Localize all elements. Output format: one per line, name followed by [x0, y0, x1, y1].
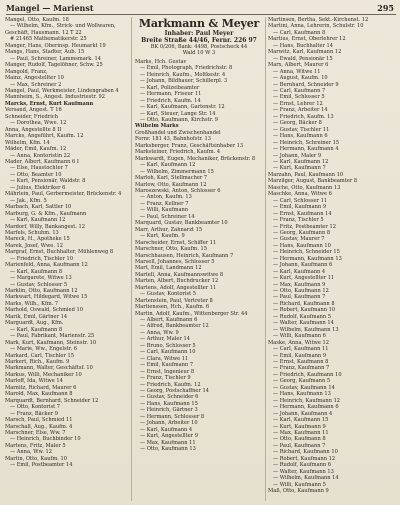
directory-entry: — Wilhelm, Zimmermann 15 — [140, 168, 214, 175]
directory-entry: — Otto, Kaufmann 12 — [273, 288, 329, 295]
directory-entry: — Willi, Kaufmann 5 — [273, 481, 326, 488]
directory-entry: — Karl, Kaufmann, Gartenstr. 12 — [140, 104, 225, 111]
directory-entry: Marsch, Paul, Schmied 11 — [5, 417, 73, 424]
directory-entry: Marzilger, August, Bankbeamter 8 — [268, 178, 358, 185]
directory-entry: — Kurt, Angestellter 11 — [273, 275, 335, 282]
directory-entry: — Anna, Witwe 11 — [273, 68, 321, 75]
directory-entry: Wilhelm Marks — [135, 123, 179, 130]
directory-entry: Marschner, Otto, Kaufm. 15 — [135, 246, 207, 253]
directory-entry: — Carl, Kaufmann 7 — [273, 87, 326, 94]
directory-entry: — Max, Schreiner 2 — [10, 81, 62, 88]
directory-entry: — Johann, Maler 9 — [273, 152, 322, 159]
directory-entry: Mardorf, Willy, Bankangest. 12 — [5, 223, 85, 230]
directory-entry: — Heinrich, Schneider 15 — [273, 249, 340, 256]
directory-entry: — Ewald, Pensionär 15 — [273, 55, 333, 62]
directory-entry: Maß, Otto, Kaufmann 9 — [268, 488, 329, 495]
column-divider — [131, 17, 132, 501]
column-divider — [265, 17, 266, 501]
directory-entry: Martenstein, Paul, Vertreter 8 — [135, 297, 213, 304]
directory-entry: — Emil, Schlosser 5 — [273, 94, 325, 101]
page-header — [6, 2, 396, 14]
directory-entry: Marschall, Aug., Kaufm. 4 — [5, 423, 73, 430]
directory-entry: — Hermann, Kaufmann 13 — [273, 255, 342, 262]
directory-entry: — Paul, Kaufmann 7 — [273, 442, 326, 449]
directory-entry: Martin, Adolf, Kaufm., Wittenberger Str. 44 — [135, 310, 248, 317]
directory-entry: — Carl, Schlosser 11 — [273, 197, 328, 204]
directory-entry: — Otto, Beamter 10 — [10, 171, 62, 178]
directory-entry: — Kurt, Angestellter 9 — [140, 433, 198, 440]
directory-entry: — Max, Kaufmann 11 — [273, 430, 329, 436]
directory-entry: — Karl, Kaufmann 15 — [273, 417, 329, 424]
directory-entry: Marklin, Otto, Kaufmann 12 — [5, 288, 78, 295]
directory-entry: — Friedrich, Tischler 10 — [10, 255, 73, 262]
directory-entry: Mainz, Angestellter 10 — [5, 75, 64, 82]
directory-entry: — Anna, Ww. 9 — [140, 329, 179, 336]
header-rule — [6, 14, 396, 15]
directory-entry: — Emil, Kaufmann 9 — [273, 352, 327, 359]
directory-entry: Marksteiner, Friedrich, Kaufm. 4 — [135, 149, 221, 156]
directory-entry: Marloh, Karl, Stellmacher 7 — [135, 175, 208, 182]
directory-entry: Mangel, Paul, Werkmeister, Lindengraben 4 — [5, 87, 119, 94]
directory-entry: — Heinrich, Gärtner 3 — [140, 407, 198, 414]
directory-entry: Marwitz, Karl, Kaufmann 12 — [268, 49, 342, 56]
directory-entry: — Robert, Kaufmann 10 — [273, 307, 336, 314]
directory-entry: — Georg, Kaufmann 5 — [273, 378, 331, 385]
directory-entry: — Friedrich, Kaufm. 14 — [140, 97, 201, 104]
directory-entry: Mart, Emil, Landmann 12 — [135, 265, 202, 272]
directory-entry: — Rudolf, Kaufmann 6 — [273, 462, 332, 469]
directory-entry: — Hermann, Kaufmann 4 — [273, 146, 339, 153]
directory-entry: Marscheider, Ernst, Schiffer 11 — [135, 239, 217, 246]
directory-entry: Maschke, Anna, Witwe 6 — [268, 191, 332, 198]
directory-entry: Mäder, Emil, Kaufm. 12 — [5, 146, 67, 153]
directory-entry: Großhandel und Zwischenhandel — [135, 129, 221, 136]
directory-entry: Mangel, Otto, Kaufm. 18 — [5, 17, 69, 23]
directory-entry: — Franz, Arbeiter 14 — [273, 107, 328, 114]
directory-entry: — Max, Kaufmann 11 — [140, 439, 196, 446]
directory-entry: Mangs, Hans, Stadter, Aub. 15 — [5, 49, 85, 56]
directory-entry: — Gustav, Kaufmann 14 — [273, 384, 335, 391]
directory-entry: — Hermann, Friseur 11 — [140, 91, 202, 98]
directory-entry: Fernr. 181 43, Bahnhofstr. 13 — [135, 136, 211, 143]
directory-entry: — Friedrich, Kaufmann 10 — [273, 371, 342, 378]
directory-entry: — Paul, Kaufmann 7 — [273, 294, 326, 301]
directory-entry: Schneider, Friedrich — [5, 113, 59, 120]
directory-entry: Mangold, Franz, — [5, 68, 48, 75]
directory-entry: — Heinrich, Schreiner 15 — [273, 139, 340, 146]
directory-entry: — Otto, Kaufmann, Kirchstr. 9 — [140, 116, 218, 123]
directory-entry: — Alfred, Bankbeamter 12 — [140, 323, 209, 330]
directory-entry: — Emil, Kaufmann 9 — [273, 204, 327, 211]
directory-entry: — Anton, Kaufm. 13 — [140, 194, 192, 201]
running-head: Mangel — Marienst — [6, 3, 94, 13]
directory-entry: — Karl, Kaufmann 12 — [273, 158, 329, 165]
directory-entry: — Emil, Photograph, Friedrichstr. 8 — [140, 65, 233, 72]
directory-entry: — Ernst, Ingenieur 8 — [140, 368, 195, 375]
directory-entry: — Arthur, Maler 14 — [140, 336, 190, 343]
column-2 — [135, 17, 263, 503]
directory-entry: Versand, Angest. T 16 — [5, 107, 62, 114]
directory-entry: Marbach, Karl, Sattler 10 — [5, 204, 72, 211]
directory-entry: Martens, Adolf, Angestellter 11 — [135, 284, 217, 291]
directory-entry: — Hermann, Schlosser 8 — [140, 413, 205, 420]
directory-entry: — Paul, Schreiner, Lammsmark. 14 — [10, 55, 102, 62]
directory-entry: — Hans, Kaufmann 6 — [273, 133, 328, 140]
directory-entry: — Karl, Steuer, Lange Str. 14 — [140, 110, 216, 117]
directory-entry: — Robert, Kaufmann 12 — [273, 455, 336, 462]
directory-entry: Martin, Otto, Kaufm. 10 — [5, 455, 68, 462]
directory-entry: — Hans, Buchhalter 14 — [273, 42, 334, 49]
column-3 — [268, 17, 396, 503]
directory-entry: Marschner, Else, Ww. 7 — [5, 430, 66, 436]
directory-entry: Maroszewski, Anton, Schlosser 6 — [135, 187, 221, 194]
directory-entry: — Willi, Kaufmann 6 — [273, 333, 326, 340]
directory-entry: Marks, Wilh., Kfm. 7 — [5, 300, 59, 307]
directory-entry: Marek, Josef, Wwe. 12 — [5, 242, 64, 249]
directory-entry: Markwardt, Eugen, Mechaniker, Brückenstr. 8 — [135, 155, 256, 162]
directory-entry: — Franz, Kellner 7 — [140, 200, 189, 207]
directory-entry: Marquardt, Bernhard, Schneider 12 — [5, 397, 99, 404]
directory-entry: — Anna, Ww. 12 — [10, 449, 52, 456]
directory-entry: — Ernst, Kaufmann 14 — [273, 210, 332, 217]
directory-entry: Mährlein, Paul, Gerbermeister, Brückenstr. 4 — [5, 191, 122, 198]
directory-entry: — Wilhelm, Kaufmann 13 — [273, 326, 339, 333]
directory-entry: — Karl, Polizeibeamter — [140, 84, 200, 91]
directory-entry: — Else, Haustochter 7 — [10, 165, 68, 172]
directory-entry: Markmann, Walter, Geschäftsf. 10 — [5, 365, 93, 372]
directory-entry: — Wilhelm, Kfm., Strick- und Wollwaren, — [10, 23, 116, 30]
directory-entry: — Karl, Kaufmann 12 — [10, 217, 66, 224]
directory-entry: — Otto, Kontorist 7 — [10, 404, 61, 411]
directory-entry: Marcks, Ernst, Kurt Kaufmann — [5, 100, 94, 107]
directory-entry: Marten, Albert, Buchdrucker 12 — [135, 278, 219, 285]
directory-entry: Maske, Anna, Witwe 12 — [268, 339, 330, 346]
directory-entry: — Heinrich, Kaufm., Moltkestr. 4 — [140, 71, 226, 78]
directory-entry: Marfels, Schuhm. 13 — [5, 229, 59, 236]
directory-entry: — Karl, Kaufmann 8 — [10, 326, 63, 333]
directory-entry: — Albert, Kaufmann 6 — [140, 317, 198, 324]
directory-entry: Marlow, Otto, Kaufmann 12 — [135, 181, 207, 188]
directory-entry: — August, Kaufm. 10 — [273, 75, 328, 82]
directory-entry: Marienfeld, Anna, Kaufmann 12 — [5, 262, 88, 269]
directory-entry: Marik, Emil, Gärtner 14 — [5, 313, 68, 320]
directory-entry: Marschhausen, Heinrich, Kaufmann 7 — [135, 252, 234, 259]
directory-entry: Margraf, Ernst, Buchhalter, Mühlenweg 8 — [5, 249, 114, 256]
ad-extra: Wald 10 W 3 — [182, 50, 216, 57]
directory-entry: — Bruno, Schlosser 5 — [140, 342, 196, 349]
directory-entry: — Kurt, Kaufm. 9 — [140, 233, 185, 240]
directory-entry: — Franz, Bäcker 9 — [10, 410, 58, 417]
directory-entry: Marguardt, Aug., Kfm. — [5, 320, 64, 327]
directory-entry: Masche, Otto, Kaufmann 13 — [268, 184, 341, 191]
directory-entry: — Georg, Kaufmann 8 — [273, 229, 331, 236]
directory-entry: — Kurt, Kaufmann 9 — [273, 423, 326, 430]
directory-entry: Manger, Rudolf, Tagelöhner, Schw. 25 — [5, 62, 103, 69]
directory-entry: — Hans, Kaufmann 15 — [140, 400, 198, 407]
directory-entry: — Gustav, Schlosser 5 — [10, 281, 68, 288]
directory-entry: — Friedrich, Kaufm. 13 — [273, 113, 334, 120]
directory-entry: — Gustav, Kontorist 5 — [140, 291, 196, 298]
directory-entry: — Franz, Tischler 9 — [140, 375, 191, 382]
directory-entry: — Margarete, Witwe 13 — [10, 275, 72, 282]
directory-entry: — Heinrich, Kaufmann 12 — [273, 397, 341, 404]
ad-address: Breite Straße 44/46, Fernr. 226 97 — [141, 37, 257, 44]
directory-entry: Martens, Fritz, Maler 5 — [5, 442, 66, 449]
advertisement — [135, 17, 263, 57]
directory-entry: — Hans, Kaufmann 10 — [273, 242, 331, 249]
directory-entry: Marloff, Ida, Witwe 14 — [5, 378, 63, 385]
directory-entry: Martienssen, Hch., Kaufm. 6 — [135, 304, 210, 311]
directory-entry: Marcks, Angeführt, Kaufm. 12 — [5, 133, 84, 140]
directory-entry: — Walter, Kaufmann 14 — [273, 320, 334, 327]
directory-entry: Martinsen, Bertha, Sekt.-Kirchenst. 12 — [268, 17, 369, 23]
directory-entry: — Anna, Kontoristin 22 — [10, 152, 71, 159]
directory-entry: Martini, Anna, Lehrerin, Schulstr. 10 — [268, 23, 364, 30]
directory-entry: — Richard, Kaufmann 10 — [273, 449, 338, 456]
directory-entry: Geschäft, Hausmann. 12 T 22 — [5, 29, 82, 36]
directory-entry: # 21465 Mathematikerstr. 25 — [10, 36, 87, 43]
directory-entry: Marquard, Gustav, Bankbeamter 10 — [135, 220, 228, 227]
directory-entry: Marksberger, Franz, Geschäftsinhaber 13 — [135, 142, 244, 149]
directory-entry: — Johann, Bildhauer, Schillerpl. 3 — [140, 78, 228, 85]
directory-entry: — Karl, Kaufmann 4 — [140, 426, 193, 433]
directory-entry: — Willi, Kaufmann — [140, 207, 189, 214]
directory-entry: — Clara, Witwe 11 — [140, 355, 189, 362]
directory-entry: Marr, Arthur, Zahnarzt 15 — [135, 226, 203, 233]
directory-entry: Markwart, Hildegard, Witwe 15 — [5, 294, 88, 301]
directory-entry: — Kurt, Pensionär, Waldstr. 8 — [10, 178, 86, 185]
directory-entry: — Gustav, Tischler 11 — [273, 126, 330, 133]
directory-entry: — Rudolf, Kaufmann 5 — [273, 313, 332, 320]
directory-entry: Mark, Kurt, Kaufmann, Steinstr. 10 — [5, 339, 97, 346]
directory-entry: Markard, Carl, Tischler 15 — [5, 352, 74, 359]
directory-entry: — Julius, Elektriker 6 — [10, 184, 66, 191]
directory-entry: Marks, Hch. Gustav — [135, 58, 187, 65]
directory-entry: — Hermann, Kaufmann 6 — [273, 404, 339, 411]
directory-entry: — Johann, Kaufmann 6 — [273, 262, 333, 269]
directory-entry: — Gustav, Maurer 7 — [273, 236, 325, 243]
directory-entry: — Emil, Kaufmann 7 — [140, 362, 194, 369]
directory-entry: — Friedrich, Kaufm. 12 — [140, 381, 201, 388]
column-2-entries — [135, 59, 263, 453]
directory-entry: Marx, Albert, Maurer 6 — [268, 62, 329, 69]
directory-entry: Marburg, G. & Kfm., Kaufmann — [5, 210, 87, 217]
directory-entry: Marold, Max, Kaufmann 8 — [5, 391, 73, 398]
directory-entry: — Karl, Kaufmann 4 — [273, 268, 326, 275]
directory-entry: — Georg, Postschaffner 14 — [140, 388, 209, 395]
directory-entry: — Johann, Kaufmann 4 — [273, 410, 333, 417]
directory-entry: Markert, Rich., Kaufm. 9 — [5, 359, 70, 366]
directory-entry: — Richard, Kaufmann 8 — [273, 300, 335, 307]
directory-entry: — Carl, Kaufmann 11 — [273, 346, 329, 353]
directory-entry: — Emil, Postbeamter 14 — [10, 462, 73, 469]
directory-entry: — Franz, Kaufmann 7 — [273, 365, 330, 372]
directory-entry: — Ernst, Kaufmann 8 — [273, 359, 329, 366]
directory-entry: — Otto, Kaufmann 8 — [273, 436, 326, 443]
directory-entry: — Gustav, Schneider 6 — [140, 394, 199, 401]
directory-entry: — Carl, Kaufmann 8 — [273, 29, 326, 36]
directory-entry: Martell, Anna, Kaufmannswitwe 8 — [135, 271, 224, 278]
directory-entry: — Paul, Fabrikant, Marienstr. 25 — [10, 333, 95, 340]
directory-entry: Manger, Hans, Oberinsp. Heumarkt 19 — [5, 42, 106, 49]
directory-entry: Martius, Ernst, Oberlehrer 12 — [268, 36, 346, 43]
directory-entry: Marsell, Johannes, Schlosser 5 — [135, 258, 215, 265]
directory-entry: Anna, Angestellte 8 II — [5, 126, 62, 133]
directory-entry: — Dorothea, Wwe. 12 — [10, 120, 67, 127]
directory-entry: — Bernhard, Schneider 9 — [273, 81, 339, 88]
directory-entry: — Fritz, Postbeamter 12 — [273, 223, 336, 230]
ad-bank: BK 0/206, Bank: 4498, Postscheck 44 — [150, 44, 248, 50]
directory-entry: Mareck, H., Apotheke 15 — [5, 236, 70, 243]
directory-entry: — Max, Kaufmann 9 — [273, 281, 326, 288]
directory-entry: — Paul, Schreiner 14 — [140, 213, 195, 220]
directory-entry: — Marie, Ww., Engelstr. 6 — [10, 346, 78, 353]
directory-entry: Markus, Willi, Mechaniker 10 — [5, 371, 82, 378]
directory-entry: Marzahn, Paul, Kaufmann 10 — [268, 171, 344, 178]
directory-entry: Marnitz, Richard, Maurer 6 — [5, 384, 77, 391]
directory-entry: — Georg, Bäcker 8 — [273, 120, 322, 127]
directory-entry: — Johann, Arbeiter 10 — [140, 420, 198, 427]
directory-entry: — Kurt, Kaufmann 7 — [273, 165, 326, 172]
directory-entry: — Ernst, Lehrer 12 — [273, 100, 323, 107]
directory-entry: — Karl, Kaufmann 12 — [140, 162, 196, 169]
page-number: 295 — [377, 3, 394, 13]
column-1 — [5, 17, 129, 503]
directory-entry: — Otto, Kaufmann 13 — [140, 446, 196, 453]
directory-entry: — Carl, Kaufmann 10 — [140, 349, 196, 356]
directory-entry: — Heinrich, Buchbinder 10 — [10, 436, 81, 443]
directory-entry: Wilhelm, Kfm. 14 — [5, 139, 50, 146]
directory-entry: Mannheim, S., Angest. Industriestr. 92 — [5, 94, 105, 101]
directory-entry: — Karl, Kaufmann 8 — [10, 268, 63, 275]
directory-entry: — Wilhelm, Kaufmann 14 — [273, 475, 339, 482]
ad-owner: Inhaber: Paul Meyer — [164, 30, 234, 37]
directory-entry: Mader, Albert, Kaufmann 6 I — [5, 158, 79, 165]
ad-title: Markmann & Meyer — [138, 17, 260, 30]
directory-entry: — Jak., Kfm. 5 — [10, 197, 47, 204]
directory-entry: — Hans, Kaufmann 13 — [273, 391, 331, 398]
directory-entry: — Franz, Tischler 5 — [273, 217, 324, 224]
directory-entry: — Walter, Kaufmann 13 — [273, 468, 334, 475]
directory-entry: Marhold, Oswald, Schmied 10 — [5, 307, 83, 314]
